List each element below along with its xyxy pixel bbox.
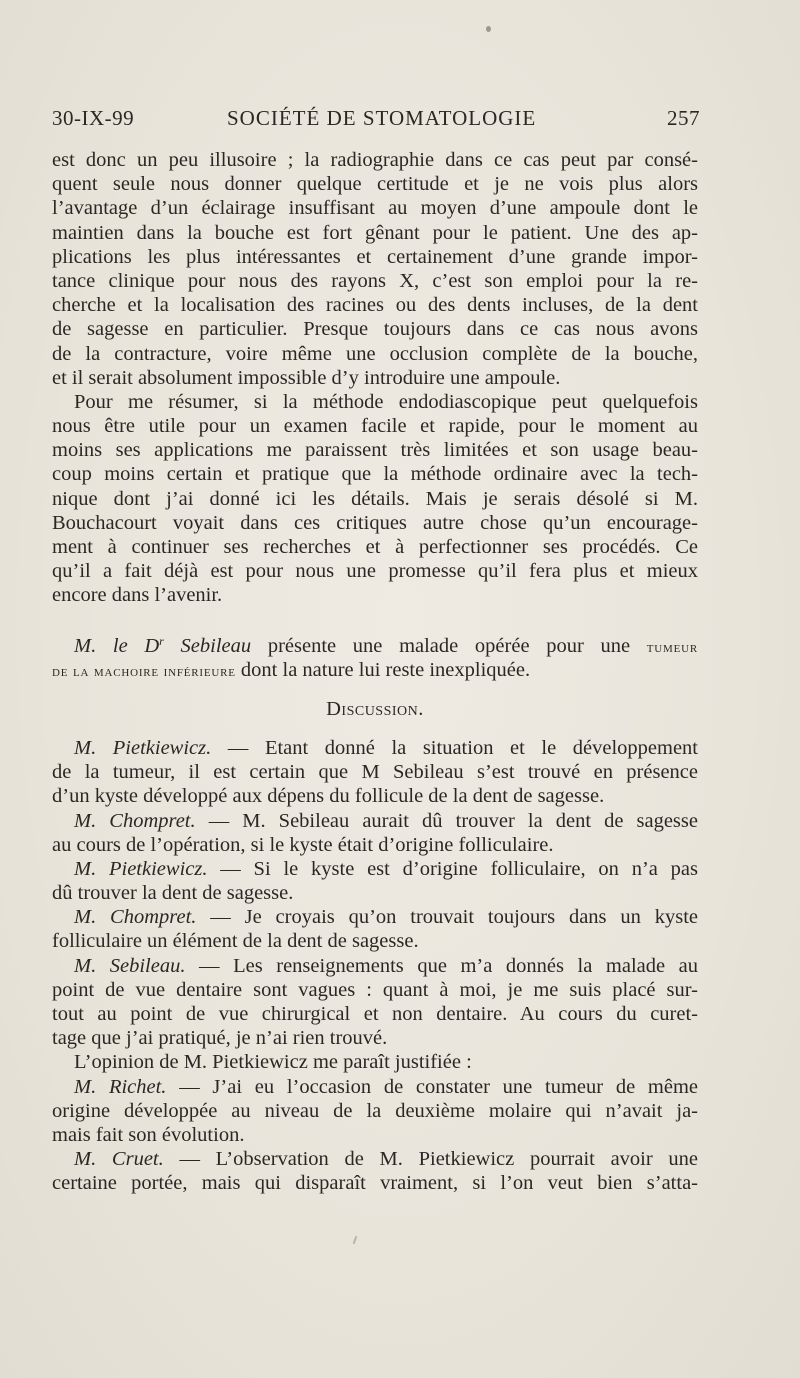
paragraph-1: [52, 148, 698, 390]
text-line: origine développée au niveau de la deuxième molaire qui n’avait ja-: [52, 1099, 698, 1122]
text-line: [52, 857, 698, 881]
text-line: maintien dans la bouche est fort gênant pour le patient. Une des ap-: [52, 221, 698, 244]
spacer: [52, 622, 698, 634]
text-line: cherche et la localisation des racines ou des dents incluses, de la dent: [52, 294, 698, 317]
ink-spot: [486, 26, 491, 32]
text-line: nique dont j’ai donné ici les détails. Mais je serais désolé si M.: [52, 487, 698, 510]
presentation-caps: tumeur: [646, 638, 699, 656]
text-line: tout au point de vue chirurgical et non dentaire. Au cours du curet-: [52, 1003, 698, 1025]
text-line: au cours de l’opération, si le kyste était d’origine folliculaire.: [52, 833, 554, 856]
text-line: folliculaire un élément de la dent de sagesse.: [52, 930, 419, 953]
speaker-name: M. Chompret.: [74, 809, 196, 832]
speaker-name: M. Pietkiewicz.: [74, 736, 212, 759]
speaker-name: M. Chompret.: [74, 906, 197, 929]
discussion-entry: [52, 905, 698, 953]
discussion: [52, 736, 698, 1196]
discussion-entry: [52, 809, 698, 857]
paragraph-2: [52, 390, 698, 608]
text-line: de la tumeur, il est certain que M Sebileau s’est trouvé en présence: [52, 761, 698, 784]
entry-text: — Etant donné la situation et le développement: [227, 736, 699, 759]
text-line: qu’il a fait déjà est pour nous une promesse qu’il fera plus et mieux: [52, 560, 698, 583]
entry-text: — L’observation de M. Pietkiewicz pourrait avoir une: [179, 1148, 698, 1171]
text-line: d’un kyste développé aux dépens du follicule de la dent de sagesse.: [52, 785, 605, 808]
text-line: dû trouver la dent de sagesse.: [52, 882, 294, 905]
text-line: tage que j’ai pratiqué, je n’ai rien trouvé.: [52, 1027, 388, 1050]
spacer: [52, 724, 698, 736]
text-line: de la contracture, voire même une occlusion complète de la bouche,: [52, 342, 698, 365]
text-line: [52, 1147, 698, 1171]
section-heading: Discussion.: [326, 697, 424, 720]
discussion-entry: [52, 1050, 698, 1074]
text-line: est donc un peu illusoire ; la radiographie dans ce cas peut par consé-: [52, 149, 698, 171]
discussion-entry: [52, 1075, 698, 1148]
entry-text: — Les renseignements que m’a donnés la malade au: [199, 954, 699, 977]
text-line: [52, 658, 698, 682]
text-line: tance clinique pour nous des rayons X, c’est son emploi pour la re-: [52, 269, 698, 292]
entry-text: — M. Sebileau aurait dû trouver la dent de sagesse: [208, 809, 698, 832]
text-line: quent seule nous donner quelque certitude et je ne vois plus alors: [52, 173, 698, 196]
text-line: coup moins certain et pratique que la méthode ordinaire avec la tech-: [52, 463, 698, 486]
page-number: 257: [667, 106, 700, 130]
speaker-name: M. Pietkiewicz.: [74, 857, 208, 880]
discussion-entry: [52, 736, 698, 809]
text-line: certaine portée, mais qui disparaît vraiment, si l’on veut bien s’atta-: [52, 1172, 698, 1195]
speaker-title-sup: r: [159, 633, 164, 648]
discussion-entry: [52, 1147, 698, 1195]
speaker-name: M. Richet.: [74, 1075, 167, 1098]
spacer: [52, 682, 698, 694]
presentation-caps: de la machoire inférieure: [52, 662, 236, 680]
text-line: [52, 1075, 698, 1099]
text-line: l’avantage d’un éclairage insuffisant au moyen d’une ampoule dont le: [52, 197, 698, 220]
entry-text: — Si le kyste est d’origine folliculaire, on n’a pas: [220, 857, 698, 880]
body-text: [52, 148, 698, 1196]
text-line: encore dans l’avenir.: [52, 584, 223, 607]
text-line: point de vue dentaire sont vagues : quant à moi, je me suis placé sur-: [52, 978, 698, 1001]
text-line: moins ses applications me paraissent très limitées et son usage beau-: [52, 439, 698, 462]
text-line: [52, 954, 698, 978]
text-line: de sagesse en particulier. Presque toujours dans ce cas nous avons: [52, 318, 698, 341]
speaker-name: M. Cruet.: [74, 1148, 164, 1171]
text-line: ment à continuer ses recherches et à perfectionner ses procédés. Ce: [52, 536, 698, 558]
header-title: SOCIÉTÉ DE STOMATOLOGIE: [227, 106, 537, 130]
presentation-paragraph: [52, 634, 698, 682]
speaker-name: M. Sebileau.: [74, 954, 186, 977]
discussion-entry: [52, 954, 698, 1051]
text-line: L’opinion de M. Pietkiewicz me paraît justifiée :: [74, 1051, 472, 1074]
ink-mark: [353, 1236, 358, 1244]
entry-text: — Je croyais qu’on trouvait toujours dans un kyste: [210, 906, 698, 929]
text-line: [52, 736, 698, 760]
discussion-entry: [52, 857, 698, 905]
spacer: [52, 608, 698, 622]
presentation-text: dont la nature lui reste inexpliquée.: [240, 658, 531, 681]
text-line: [52, 634, 698, 658]
text-line: Bouchacourt voyait dans ces critiques autre chose qu’un encourage-: [52, 511, 698, 534]
header-date: 30-IX-99: [52, 106, 135, 130]
text-line: nous être utile pour un examen facile et rapide, pour le moment au: [52, 415, 698, 438]
speaker-title: M. le D: [74, 634, 160, 657]
entry-text: — J’ai eu l’occasion de constater une tumeur de même: [179, 1075, 698, 1098]
text-line: [52, 809, 698, 833]
text-line: et il serait absolument impossible d’y introduire une ampoule.: [52, 366, 561, 389]
text-line: Pour me résumer, si la méthode endodiascopique peut quelquefois: [74, 390, 698, 413]
text-line: mais fait son évolution.: [52, 1123, 245, 1146]
running-head: [52, 106, 700, 136]
presentation-text: présente une malade opérée pour une: [267, 634, 631, 657]
text-line: plications les plus intéressantes et certainement d’une grande impor-: [52, 245, 698, 268]
text-line: [52, 905, 698, 929]
speaker-name: Sebileau: [180, 634, 252, 657]
